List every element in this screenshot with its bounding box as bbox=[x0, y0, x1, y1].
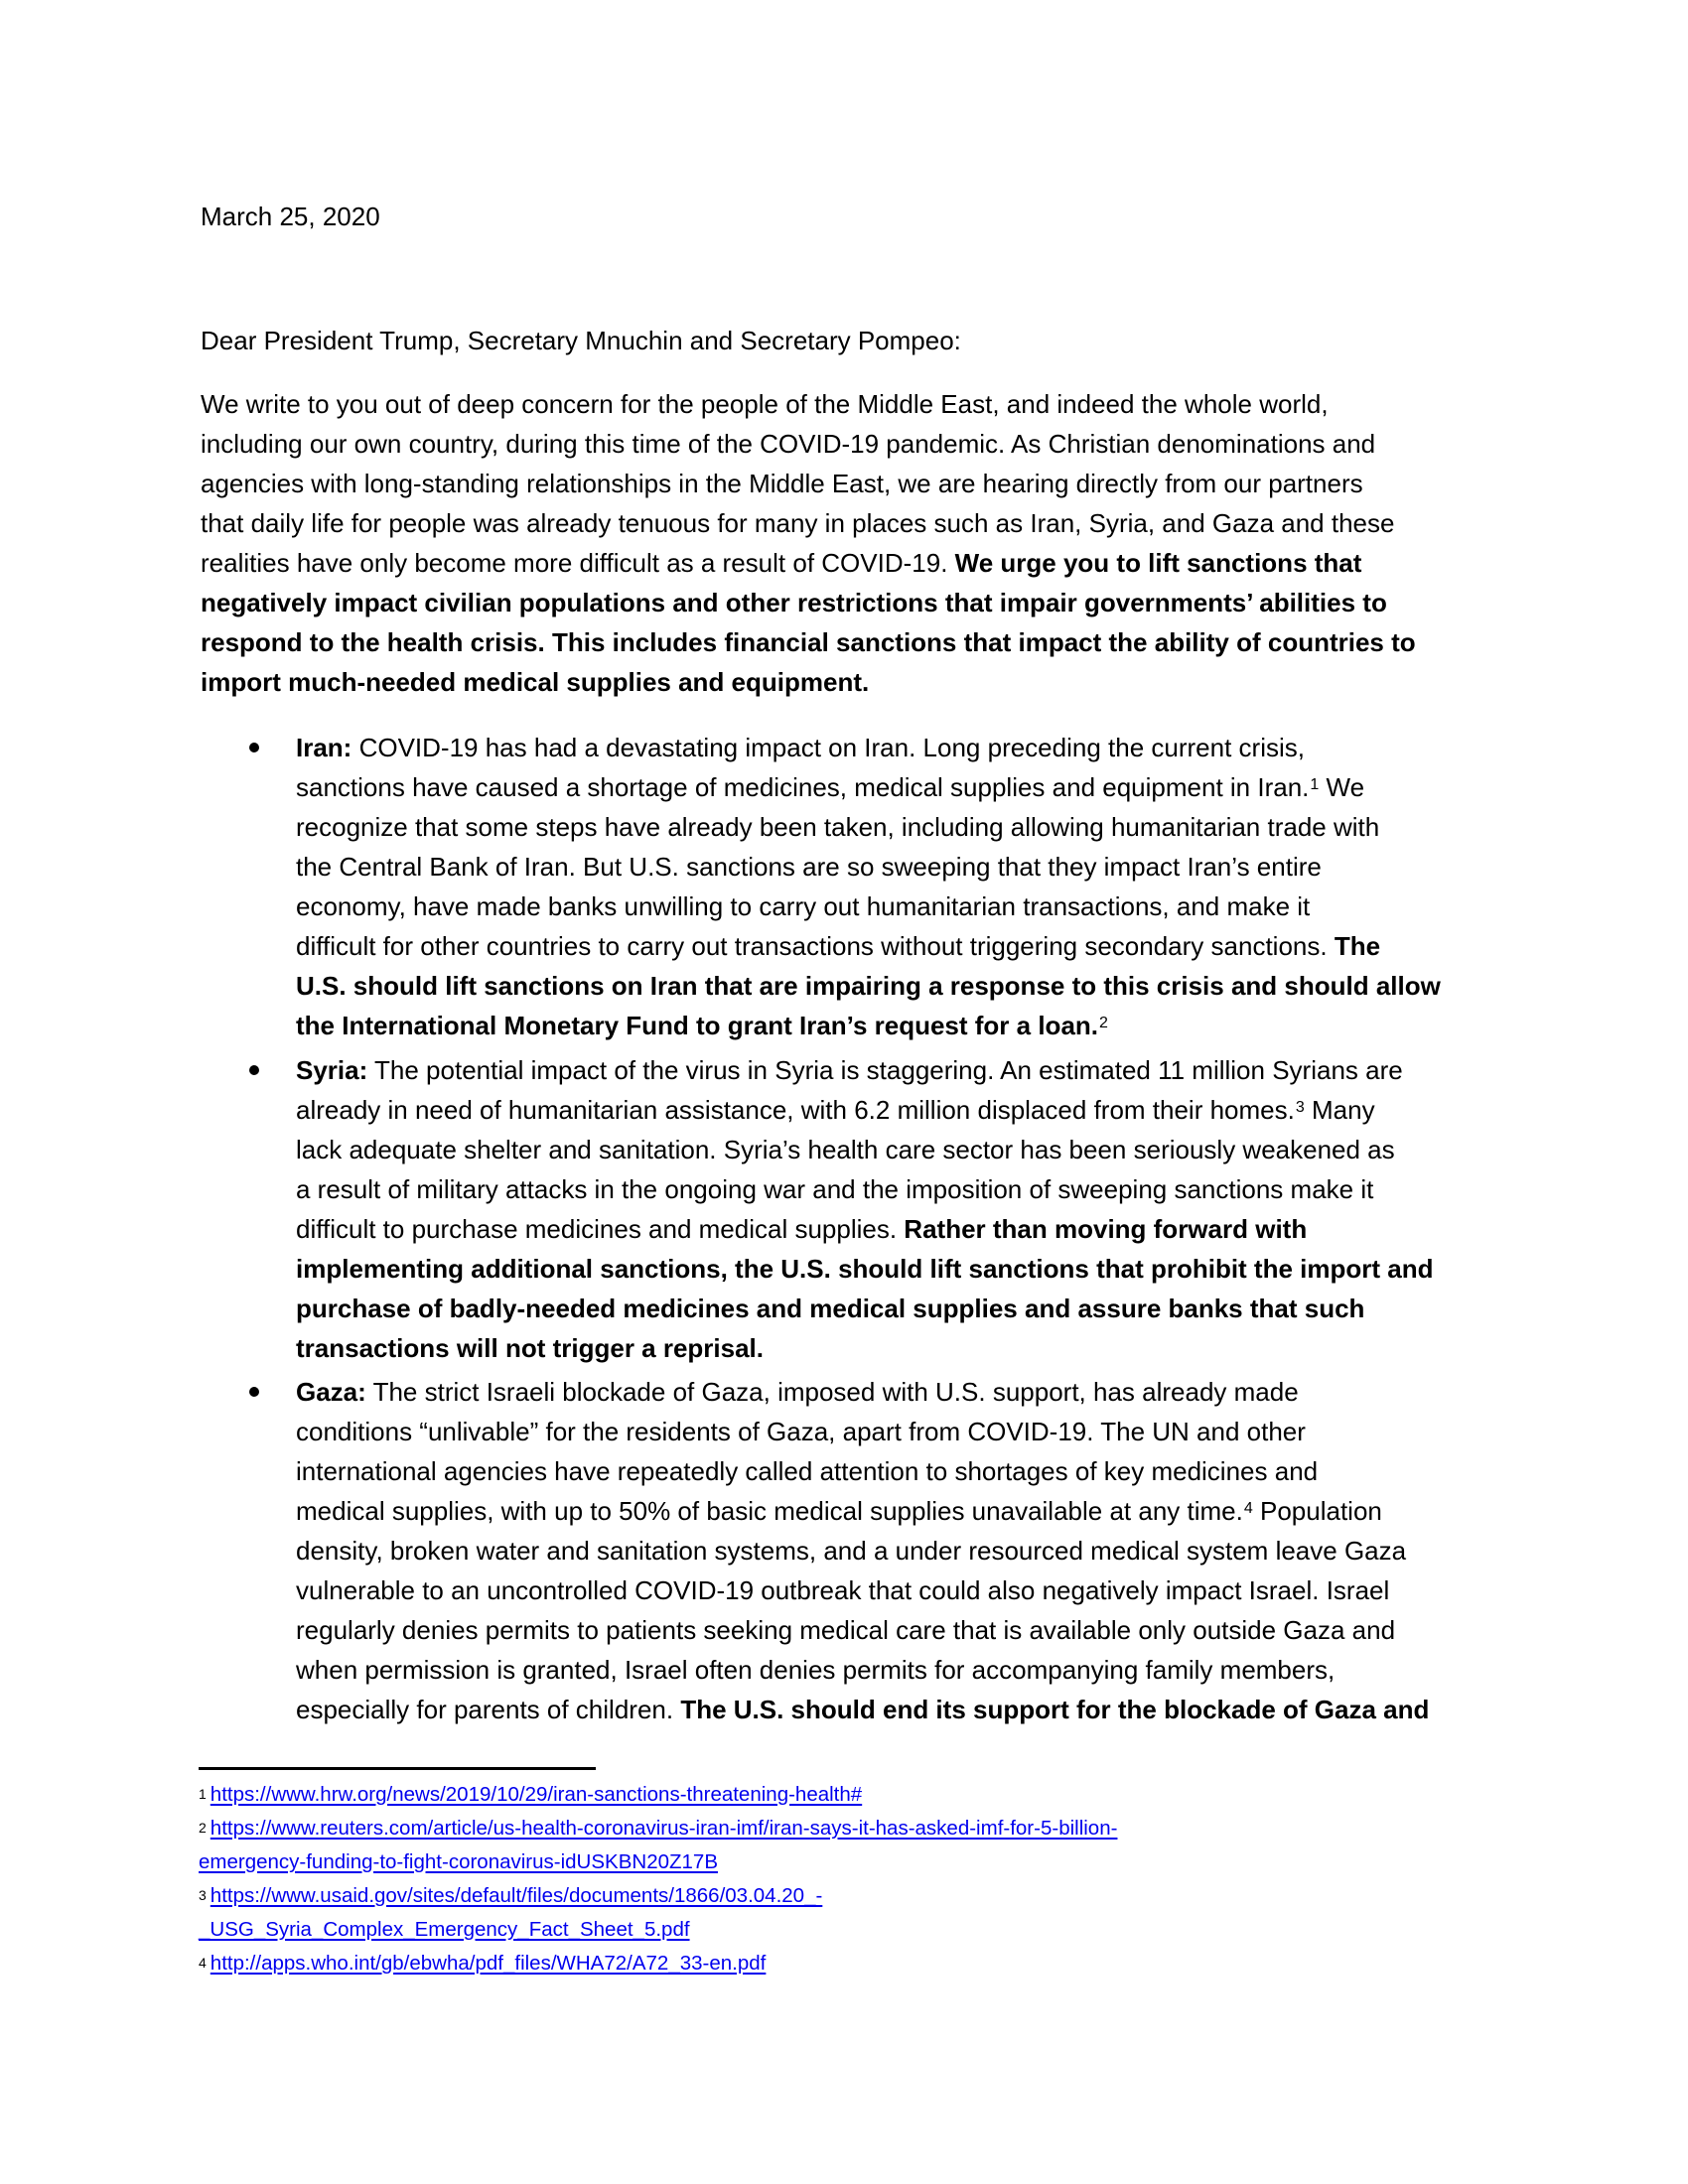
bullet-line-bold: purchase of badly-needed medicines and medical supplies and assure banks that such bbox=[296, 1294, 1365, 1323]
bullet-icon bbox=[249, 1387, 259, 1397]
bullet-label: Syria: bbox=[296, 1055, 368, 1085]
footnote-number: 1 bbox=[199, 1786, 207, 1802]
intro-line: We write to you out of deep concern for the people of the Middle East, and indeed the whole world, bbox=[201, 389, 1329, 419]
bullet-line: sanctions have caused a shortage of medicines, medical supplies and equipment in Iran.$^1$ We bbox=[296, 772, 1365, 802]
bullet-icon bbox=[249, 743, 259, 752]
bullet-line: regularly denies permits to patients seeking medical care that is available only outside Gaza and bbox=[296, 1615, 1396, 1645]
footnote-link[interactable]: https://www.hrw.org/news/2019/10/29/iran-sanctions-threatening-health# bbox=[210, 1783, 863, 1806]
intro-line: that daily life for people was already tenuous for many in places such as Iran, Syria, and Gaza and these bbox=[201, 508, 1395, 538]
footnote-ref[interactable]: 2 bbox=[1099, 1015, 1108, 1031]
footnote-1 bbox=[199, 1778, 862, 1812]
bullet-label: Iran: bbox=[296, 733, 352, 762]
intro-line: agencies with long-standing relationships in the Middle East, we are hearing directly from our partners bbox=[201, 469, 1363, 498]
footnote-ref[interactable]: 1 bbox=[1310, 776, 1320, 793]
footnote-link[interactable]: http://apps.who.int/gb/ebwha/pdf_files/WHA72/A72_33-en.pdf bbox=[210, 1952, 767, 1975]
bullet-line: Gaza: The strict Israeli blockade of Gaza, imposed with U.S. support, has already made bbox=[296, 1377, 1299, 1407]
footnote-link[interactable]: https://www.usaid.gov/sites/default/files/documents/1866/03.04.20_- bbox=[210, 1884, 823, 1907]
bullet-line-bold: U.S. should lift sanctions on Iran that are impairing a response to this crisis and should allow bbox=[296, 971, 1441, 1001]
bullet-line-bold: the International Monetary Fund to grant Iran’s request for a loan.$^2$ bbox=[296, 1011, 1108, 1040]
footnote-2-continued bbox=[199, 1845, 718, 1879]
footnote-link[interactable]: emergency-funding-to-fight-coronavirus-idUSKBN20Z17B bbox=[199, 1850, 718, 1873]
emphasis-text: We urge you to lift sanctions that bbox=[954, 548, 1362, 578]
bullet-label: Gaza: bbox=[296, 1377, 366, 1407]
bullet-line: economy, have made banks unwilling to carry out humanitarian transactions, and make it bbox=[296, 891, 1311, 921]
salutation: Dear President Trump, Secretary Mnuchin and Secretary Pompeo: bbox=[201, 326, 961, 355]
bullet-line: already in need of humanitarian assistance, with 6.2 million displaced from their homes.$^3$ Many bbox=[296, 1095, 1375, 1125]
footnote-2 bbox=[199, 1812, 1117, 1845]
footnote-3-continued bbox=[199, 1913, 690, 1947]
bullet-line: difficult for other countries to carry out transactions without triggering secondary sanctions. The bbox=[296, 931, 1381, 961]
bullet-line-bold: implementing additional sanctions, the U.S. should lift sanctions that prohibit the import and bbox=[296, 1254, 1434, 1284]
bullet-line: especially for parents of children. The U.S. should end its support for the blockade of Gaza and bbox=[296, 1695, 1430, 1724]
intro-line-bold: negatively impact civilian populations and other restrictions that impair governments’ abilities to bbox=[201, 588, 1387, 617]
bullet-icon bbox=[249, 1065, 259, 1075]
footnote-link[interactable]: _USG_Syria_Complex_Emergency_Fact_Sheet_5.pdf bbox=[199, 1918, 690, 1941]
bullet-line: international agencies have repeatedly called attention to shortages of key medicines and bbox=[296, 1456, 1319, 1486]
bullet-line: a result of military attacks in the ongoing war and the imposition of sweeping sanctions make it bbox=[296, 1174, 1374, 1204]
footnote-4 bbox=[199, 1947, 766, 1980]
bullet-line: conditions “unlivable” for the residents of Gaza, apart from COVID-19. The UN and other bbox=[296, 1417, 1306, 1446]
footnote-ref[interactable]: 4 bbox=[1243, 1500, 1253, 1517]
bullet-line: medical supplies, with up to 50% of basic medical supplies unavailable at any time.$^4$ Population bbox=[296, 1496, 1382, 1526]
footnote-ref[interactable]: 3 bbox=[1295, 1099, 1305, 1116]
bullet-line-bold: transactions will not trigger a reprisal. bbox=[296, 1333, 765, 1363]
bullet-line: Syria: The potential impact of the virus in Syria is staggering. An estimated 11 million Syrians are bbox=[296, 1055, 1403, 1085]
intro-line: including our own country, during this time of the COVID-19 pandemic. As Christian denominations and bbox=[201, 429, 1376, 459]
bullet-line: when permission is granted, Israel often denies permits for accompanying family members, bbox=[296, 1655, 1336, 1685]
footnote-link[interactable]: https://www.reuters.com/article/us-health-coronavirus-iran-imf/iran-says-it-has-asked-imf-for-5-billion- bbox=[210, 1817, 1118, 1840]
bullet-line: recognize that some steps have already been taken, including allowing humanitarian trade with bbox=[296, 812, 1380, 842]
footnote-separator bbox=[199, 1767, 596, 1770]
intro-line: realities have only become more difficult as a result of COVID-19. We urge you to lift sanctions that bbox=[201, 548, 1362, 578]
footnote-3 bbox=[199, 1879, 822, 1913]
bullet-line: density, broken water and sanitation systems, and a under resourced medical system leave Gaza bbox=[296, 1536, 1407, 1566]
intro-line-bold: import much-needed medical supplies and equipment. bbox=[201, 667, 870, 697]
footnote-number: 2 bbox=[199, 1820, 207, 1836]
bullet-line: vulnerable to an uncontrolled COVID-19 outbreak that could also negatively impact Israel. Israel bbox=[296, 1575, 1390, 1605]
bullet-line: lack adequate shelter and sanitation. Syria’s health care sector has been seriously weakened as bbox=[296, 1135, 1395, 1164]
letter-date: March 25, 2020 bbox=[201, 202, 380, 231]
bullet-line: the Central Bank of Iran. But U.S. sanctions are so sweeping that they impact Iran’s entire bbox=[296, 852, 1322, 882]
footnote-number: 3 bbox=[199, 1887, 207, 1903]
bullet-line: Iran: COVID-19 has had a devastating impact on Iran. Long preceding the current crisis, bbox=[296, 733, 1305, 762]
footnote-number: 4 bbox=[199, 1955, 207, 1971]
bullet-line: difficult to purchase medicines and medical supplies. Rather than moving forward with bbox=[296, 1214, 1308, 1244]
intro-line-bold: respond to the health crisis. This includes financial sanctions that impact the ability of countries to bbox=[201, 627, 1416, 657]
